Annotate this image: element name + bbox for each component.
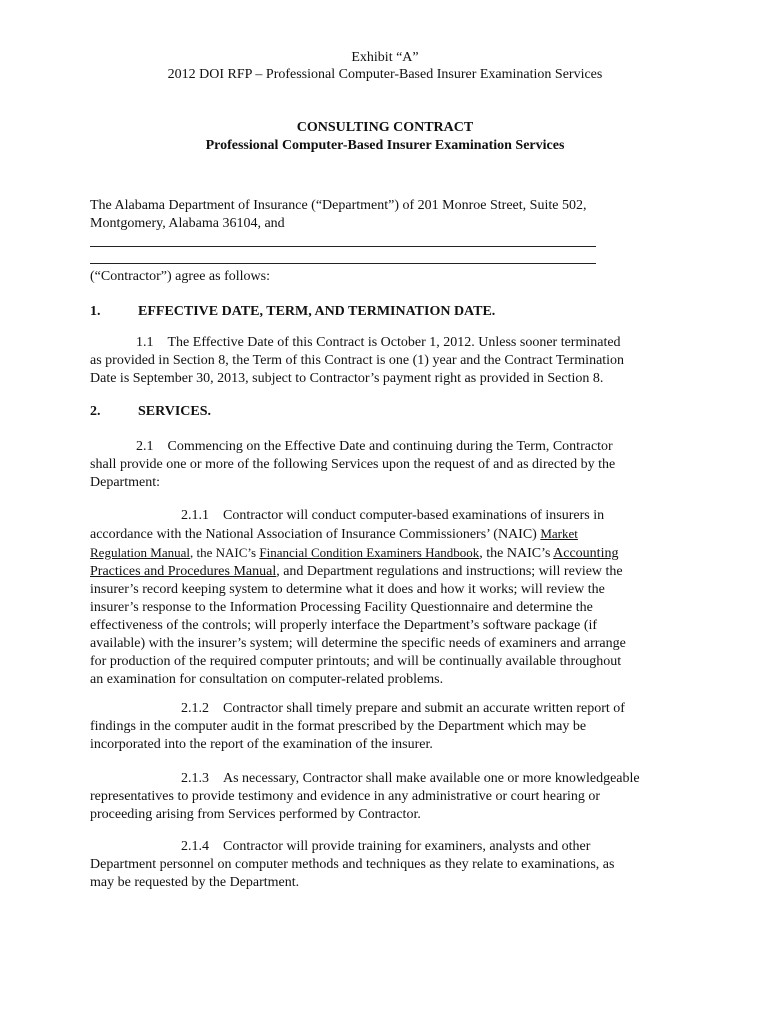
paragraph-number: 2.1.2 [181, 701, 209, 716]
exhibit-label: Exhibit “A” [351, 50, 419, 65]
contract-title: CONSULTING CONTRACT [296, 120, 474, 135]
section-number: 1. [90, 304, 101, 319]
accounting-manual-reference: Practices and Procedures Manual [90, 564, 277, 579]
paragraph-2-1-3: 2.1.3 As necessary, Contractor shall make available one or more knowledgeable representatives to provide testimony and evidence in any administrative or court hearing or proceeding arising from Services performed by Contractor. [90, 771, 640, 822]
contractor-address-blank [90, 263, 596, 264]
section-1-heading [90, 303, 690, 321]
contractor-name-blank [90, 246, 596, 247]
intro-line: Montgomery, Alabama 36104, and [90, 216, 285, 231]
market-regulation-manual-reference: Regulation Manual [90, 545, 191, 560]
accounting-manual-reference: Accounting [553, 546, 619, 561]
paragraph-2-1-1: 2.1.1 Contractor will conduct computer-based examinations of insurers in accordance with the National Association of Insurance Commissioners’ (NAIC) Market Regulation Manual, the NAIC’s Financial Condition Examiners Handbook, the NAIC’s Accounting Practices and Procedures Manual, and Department regulations and instructions; will review the insurer’s record keeping system to determine what it does and how it works; will review the insurer’s response to the Information Processing Facility Questionnaire and determine the effectiveness of the controls; will properly interface the Department’s software package (if available) with the insurer’s system; will determine the specific needs of examiners and arrange for production of the required computer printouts; and will be continually available throughout an examination for consultation on computer-related problems. [90, 508, 626, 687]
paragraph-2-1-4: 2.1.4 Contractor will provide training for examiners, analysts and other Department personnel on computer methods and techniques as they relate to examinations, as may be requested by the Department. [90, 839, 615, 890]
intro-line: The Alabama Department of Insurance (“Department”) of 201 Monroe Street, Suite 502, [90, 198, 587, 213]
rfp-title: 2012 DOI RFP – Professional Computer-Based Insurer Examination Services [167, 67, 603, 82]
paragraph-2-1: 2.1 Commencing on the Effective Date and continuing during the Term, Contractor shall provide one or more of the following Services upon the request of and as directed by the Department: [90, 439, 616, 490]
market-regulation-manual-reference: Market [540, 526, 578, 541]
paragraph-1-1: 1.1 The Effective Date of this Contract is October 1, 2012. Unless sooner terminated as provided in Section 8, the Term of this Contract is one (1) year and the Contract Termination Date is September 30, 2013, subject to Contractor’s payment right as provided in Section 8. [90, 335, 625, 386]
contract-subtitle: Professional Computer-Based Insurer Examination Services [205, 138, 565, 153]
section-title: EFFECTIVE DATE, TERM, AND TERMINATION DATE. [138, 304, 496, 319]
paragraph-number: 2.1.1 [181, 508, 209, 523]
section-2-heading [90, 403, 690, 421]
paragraph-number: 2.1 [136, 439, 154, 454]
paragraph-2-1-2: 2.1.2 Contractor shall timely prepare and submit an accurate written report of findings in the computer audit in the format prescribed by the Department which may be incorporated into the report of the examination of the insurer. [90, 701, 625, 752]
section-number: 2. [90, 404, 101, 419]
paragraph-number: 1.1 [136, 335, 154, 350]
section-title: SERVICES. [138, 404, 212, 419]
paragraph-number: 2.1.4 [181, 839, 209, 854]
agree-line: (“Contractor”) agree as follows: [90, 269, 270, 284]
financial-condition-handbook-reference: Financial Condition Examiners Handbook [259, 545, 480, 560]
paragraph-number: 2.1.3 [181, 771, 209, 786]
intro-paragraph [90, 197, 690, 233]
